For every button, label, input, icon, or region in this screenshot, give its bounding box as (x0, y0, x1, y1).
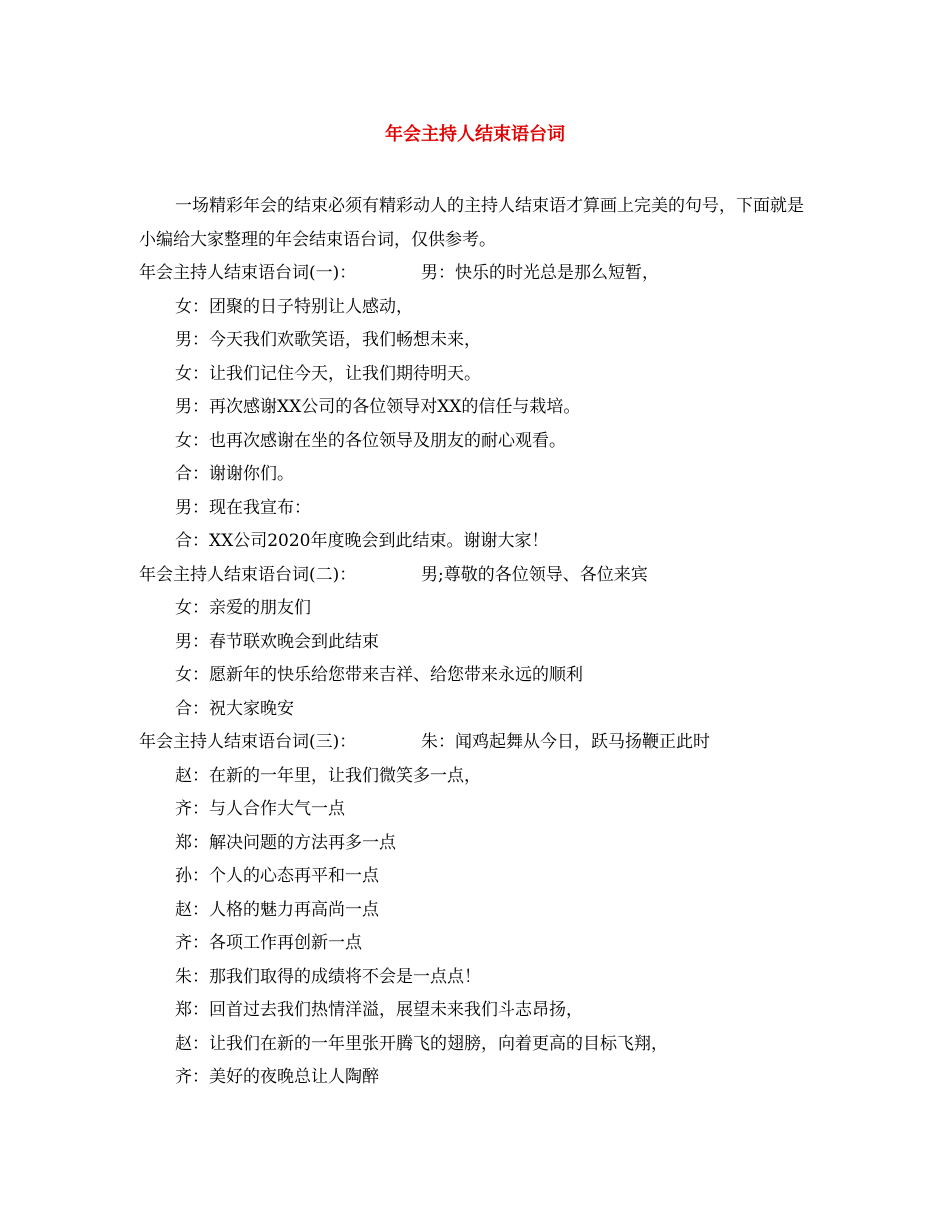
dialogue-line: 女：让我们记住今天，让我们期待明天。 (175, 363, 481, 384)
dialogue-line: 合：谢谢你们。 (175, 464, 294, 484)
dialogue-line: 合：祝大家晚安 (175, 698, 294, 719)
dialogue-line: 齐：与人合作大气一点 (175, 799, 345, 819)
section-heading-line (139, 559, 819, 593)
dialogue-line: 齐：美好的夜晚总让人陶醉 (175, 1067, 379, 1087)
dialogue-line: 合：XX公司2020年度晚会到此结束。谢谢大家！ (175, 531, 549, 551)
dialogue-line: 郑：回首过去我们热情洋溢，展望未来我们斗志昂扬， (175, 1000, 583, 1020)
dialogue-line: 朱：闻鸡起舞从今日，跃马扬鞭正此时 (421, 732, 710, 752)
dialogue-line: 赵：让我们在新的一年里张开腾飞的翅膀，向着更高的目标飞翔， (175, 1033, 668, 1054)
section-heading: 年会主持人结束语台词(一)： (139, 263, 357, 283)
section-heading-line (139, 257, 819, 291)
dialogue-line: 女：愿新年的快乐给您带来吉祥、给您带来永远的顺利 (175, 665, 583, 685)
dialogue-line: 男：春节联欢晚会到此结束 (175, 631, 379, 652)
dialogue-line: 赵：人格的魅力再高尚一点 (175, 899, 379, 920)
dialogue-line: 男;尊敬的各位领导、各位来宾 (421, 564, 648, 585)
dialogue-line: 齐：各项工作再创新一点 (175, 933, 362, 953)
dialogue-line: 男：再次感谢XX公司的各位领导对XX的信任与栽培。 (175, 397, 581, 417)
dialogue-line: 男：快乐的时光总是那么短暂， (421, 263, 659, 283)
dialogue-line: 郑：解决问题的方法再多一点 (175, 832, 396, 853)
section-heading: 年会主持人结束语台词(二)： (139, 564, 357, 585)
document-title: 年会主持人结束语台词 (385, 124, 565, 145)
intro-paragraph: 一场精彩年会的结束必须有精彩动人的主持人结束语才算画上完美的句号，下面就是小编给大家整理的年会结束语台词，仅供参考。 (139, 196, 804, 250)
dialogue-line: 赵：在新的一年里，让我们微笑多一点， (175, 765, 481, 786)
dialogue-line: 朱：那我们取得的成绩将不会是一点点！ (175, 966, 481, 987)
section-heading-line (139, 726, 819, 760)
dialogue-line: 女：亲爱的朋友们 (175, 598, 311, 618)
dialogue-line: 女：也再次感谢在坐的各位领导及朋友的耐心观看。 (175, 430, 566, 451)
section-heading: 年会主持人结束语台词(三)： (139, 732, 357, 752)
document-body (139, 190, 819, 1095)
dialogue-line: 男：今天我们欢歌笑语，我们畅想未来， (175, 330, 481, 350)
dialogue-line: 孙：个人的心态再平和一点 (175, 866, 379, 886)
dialogue-line: 女：团聚的日子特别让人感动， (175, 296, 413, 317)
dialogue-line: 男：现在我宣布： (175, 497, 311, 518)
